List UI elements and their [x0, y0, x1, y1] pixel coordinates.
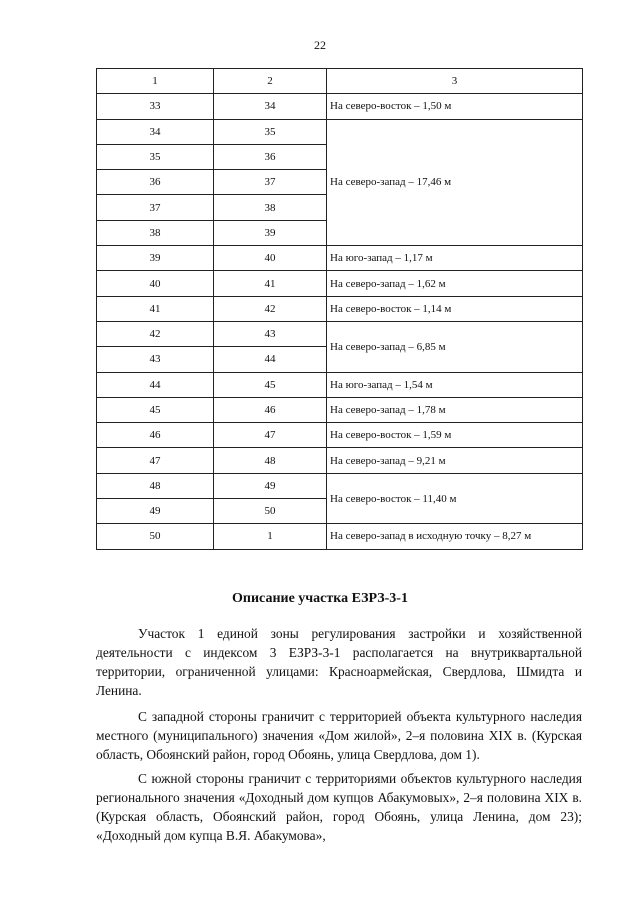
cell-point-from: 48 — [97, 473, 214, 498]
cell-direction: На северо-восток – 1,59 м — [327, 423, 583, 448]
cell-point-to: 34 — [214, 94, 327, 119]
table-row — [97, 321, 583, 346]
cell-direction: На северо-восток – 1,14 м — [327, 296, 583, 321]
table-row — [97, 94, 583, 119]
table-row — [97, 423, 583, 448]
cell-point-to: 48 — [214, 448, 327, 473]
cell-point-to: 39 — [214, 220, 327, 245]
cell-point-to: 44 — [214, 347, 327, 372]
cell-point-to: 46 — [214, 397, 327, 422]
cell-point-to: 42 — [214, 296, 327, 321]
cell-point-from: 42 — [97, 321, 214, 346]
paragraph: С южной стороны граничит с территориями объектов культурного наследия регионального значения «Доходный дом купцов Абакумовых», 2–я половина XIX в. (Курская область, Обоянский район, город Обоянь, улица Ленина, дом 23); «Доходный дом купца В.Я. Абакумова», — [96, 771, 582, 843]
cell-point-to: 1 — [214, 524, 327, 549]
cell-point-to: 47 — [214, 423, 327, 448]
table-row — [97, 296, 583, 321]
cell-point-from: 45 — [97, 397, 214, 422]
paragraph: С западной стороны граничит с территорией объекта культурного наследия местного (муниципального) значения «Дом жилой», 2–я половина XIX в. (Курская область, Обоянский район, город Обоянь, улица Свердлова, дом 1). — [96, 709, 582, 762]
cell-direction: На северо-запад в исходную точку – 8,27 м — [327, 524, 583, 549]
table-row — [97, 246, 583, 271]
cell-point-from: 39 — [97, 246, 214, 271]
cell-point-to: 43 — [214, 321, 327, 346]
cell-direction: На юго-запад – 1,54 м — [327, 372, 583, 397]
cell-point-from: 40 — [97, 271, 214, 296]
cell-point-to: 38 — [214, 195, 327, 220]
section-title: Описание участка ЕЗРЗ-3-1 — [232, 591, 408, 606]
header-cell-point-to: 2 — [214, 69, 327, 94]
cell-direction: На северо-запад – 1,78 м — [327, 397, 583, 422]
table-row — [97, 372, 583, 397]
cell-point-from: 46 — [97, 423, 214, 448]
cell-point-from: 38 — [97, 220, 214, 245]
boundary-table — [96, 68, 583, 550]
cell-direction: На юго-запад – 1,17 м — [327, 246, 583, 271]
cell-point-to: 40 — [214, 246, 327, 271]
cell-point-from: 50 — [97, 524, 214, 549]
cell-point-from: 43 — [97, 347, 214, 372]
cell-point-from: 33 — [97, 94, 214, 119]
cell-point-to: 41 — [214, 271, 327, 296]
table-row — [97, 524, 583, 549]
cell-direction: На северо-восток – 11,40 м — [327, 473, 583, 524]
cell-point-to: 37 — [214, 170, 327, 195]
cell-direction: На северо-запад – 1,62 м — [327, 271, 583, 296]
page-number: 22 — [314, 38, 326, 52]
table-row — [97, 448, 583, 473]
cell-point-from: 41 — [97, 296, 214, 321]
cell-point-to: 36 — [214, 144, 327, 169]
cell-point-to: 35 — [214, 119, 327, 144]
table-row — [97, 473, 583, 498]
table-header-row — [97, 69, 583, 94]
cell-point-from: 35 — [97, 144, 214, 169]
cell-direction: На северо-запад – 17,46 м — [327, 119, 583, 245]
cell-direction: На северо-восток – 1,50 м — [327, 94, 583, 119]
cell-point-to: 49 — [214, 473, 327, 498]
table-row — [97, 119, 583, 144]
table-row — [97, 397, 583, 422]
cell-direction: На северо-запад – 6,85 м — [327, 321, 583, 372]
cell-point-from: 37 — [97, 195, 214, 220]
cell-point-from: 34 — [97, 119, 214, 144]
cell-direction: На северо-запад – 9,21 м — [327, 448, 583, 473]
paragraph: Участок 1 единой зоны регулирования застройки и хозяйственной деятельности с индексом 3 ЕЗРЗ-3-1 располагается на внутриквартальной территории, ограниченной улицами: Красноармейская, Свердлова, Шмидта и Ленина. — [96, 626, 582, 698]
cell-point-to: 45 — [214, 372, 327, 397]
table-row — [97, 271, 583, 296]
header-cell-direction: 3 — [327, 69, 583, 94]
cell-point-from: 47 — [97, 448, 214, 473]
cell-point-from: 44 — [97, 372, 214, 397]
cell-point-from: 36 — [97, 170, 214, 195]
header-cell-point-from: 1 — [97, 69, 214, 94]
cell-point-to: 50 — [214, 499, 327, 524]
table-body — [97, 94, 583, 549]
cell-point-from: 49 — [97, 499, 214, 524]
